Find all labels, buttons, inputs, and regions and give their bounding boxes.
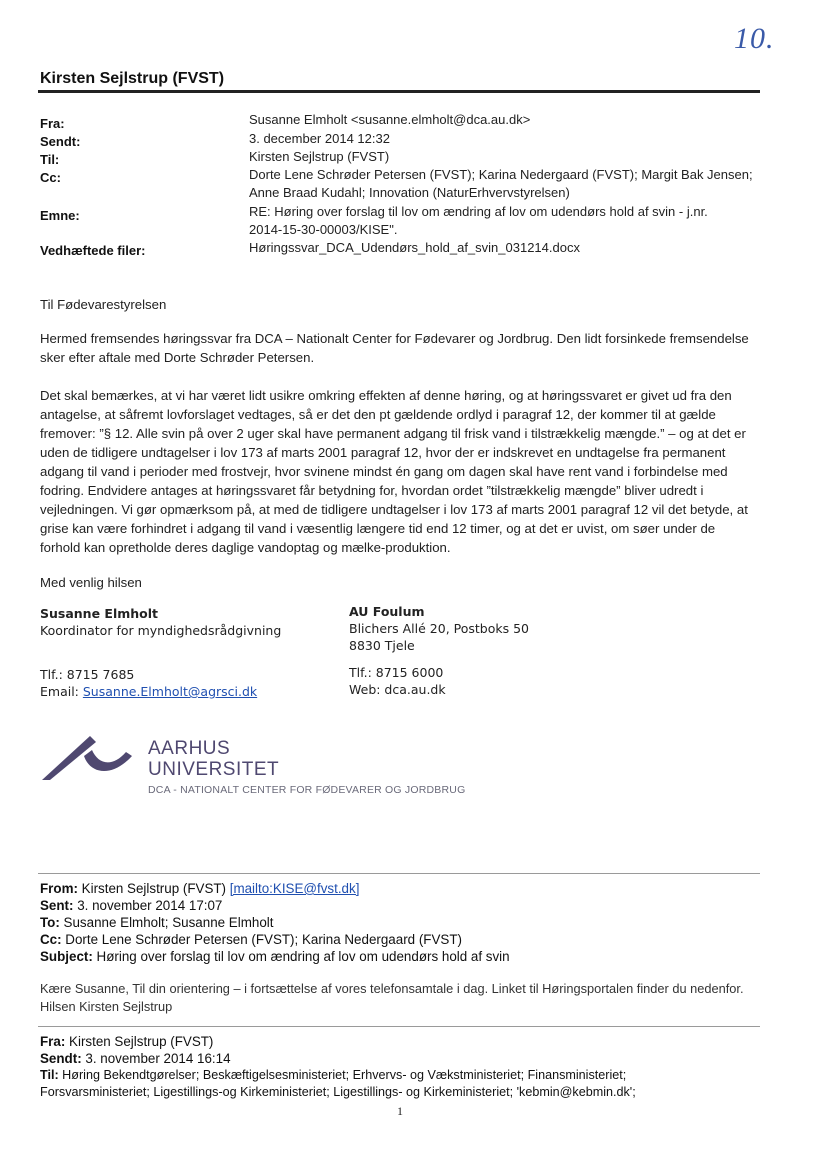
- fwd1-cc-value: Dorte Lene Schrøder Petersen (FVST); Karina Nedergaard (FVST): [61, 932, 462, 947]
- fwd1-body: Kære Susanne, Til din orientering – i fortsættelse af vores telefonsamtale i dag. Linket til Høringsportalen finder du nedenfor. Hilsen Kirsten Sejlstrup: [40, 981, 744, 1014]
- fwd2-from-label: Fra:: [40, 1034, 66, 1049]
- signature-name: Susanne Elmholt: [40, 606, 158, 621]
- subject-label: Emne:: [40, 208, 80, 223]
- closing: Med venlig hilsen: [40, 575, 142, 590]
- aarhus-university-logo-icon: [40, 734, 140, 782]
- attachments-label: Vedhæftede filer:: [40, 243, 146, 258]
- cc-value-line2: Anne Braad Kudahl; Innovation (NaturErhvervstyrelsen): [249, 185, 570, 200]
- fwd1-sent-label: Sent:: [40, 898, 74, 913]
- logo-text-dca: DCA - NATIONALT CENTER FOR FØDEVARER OG JORDBRUG: [148, 784, 466, 796]
- from-value: Susanne Elmholt <susanne.elmholt@dca.au.dk>: [249, 112, 531, 127]
- fwd2-to-value-line2: Forsvarsministeriet; Ligestillings-og Kirkeministeriet; Ligestillings- og Kirkeministeriet; 'kebmin@kebmin.dk';: [40, 1085, 636, 1099]
- fwd1-sent-value: 3. november 2014 17:07: [73, 898, 223, 913]
- fwd2-sent-label: Sendt:: [40, 1051, 82, 1066]
- cc-value-line1: Dorte Lene Schrøder Petersen (FVST); Karina Nedergaard (FVST); Margit Bak Jensen;: [249, 167, 753, 182]
- org-name: AU Foulum: [349, 604, 425, 619]
- signature-phone: Tlf.: 8715 7685: [40, 667, 135, 682]
- from-label: Fra:: [40, 116, 65, 131]
- fwd1-subject-value: Høring over forslag til lov om ændring af lov om udendørs hold af svin: [92, 949, 510, 964]
- org-phone: Tlf.: 8715 6000: [349, 665, 444, 680]
- signature-email-link[interactable]: Susanne.Elmholt@agrsci.dk: [82, 684, 258, 699]
- signature-role: Koordinator for myndighedsrådgivning: [40, 623, 282, 638]
- fwd2-to-label: Til:: [40, 1068, 59, 1082]
- logo-text-aarhus: AARHUS: [148, 738, 231, 759]
- fwd1-cc-row: [40, 931, 462, 948]
- handwritten-page-mark: 10.: [734, 22, 775, 55]
- fwd1-subject-row: [40, 948, 510, 965]
- page-number: 1: [397, 1104, 403, 1118]
- mailbox-owner-name: Kirsten Sejlstrup (FVST): [40, 70, 225, 87]
- fwd1-from-label: From:: [40, 881, 78, 896]
- fwd2-to-row: [40, 1067, 760, 1084]
- fwd2-to-value-line1: Høring Bekendtgørelser; Beskæftigelsesministeriet; Erhvervs- og Vækstministeriet; Finansministeriet;: [58, 1068, 627, 1082]
- attachment-filename[interactable]: Høringssvar_DCA_Udendørs_hold_af_svin_031214.docx: [249, 240, 580, 255]
- body-paragraph-1: Hermed fremsendes høringssvar fra DCA – Nationalt Center for Fødevarer og Jordbrug. Den lidt forsinkede fremsendelse sker efter aftale med Dorte Schrøder Petersen.: [40, 331, 749, 365]
- subject-value-line2: 2014-15-30-00003/KISE".: [249, 222, 398, 237]
- to-value: Kirsten Sejlstrup (FVST): [249, 149, 390, 164]
- fwd1-to-label: To:: [40, 915, 60, 930]
- signature-email-row: [40, 683, 257, 700]
- fwd1-from-value: Kirsten Sejlstrup (FVST): [77, 881, 230, 896]
- forward-divider-2: [38, 1026, 760, 1027]
- sent-value: 3. december 2014 12:32: [249, 131, 390, 146]
- greeting: Til Fødevarestyrelsen: [40, 297, 167, 312]
- org-web: Web: dca.au.dk: [349, 682, 446, 697]
- fwd1-to-value: Susanne Elmholt; Susanne Elmholt: [59, 915, 274, 930]
- sent-label: Sendt:: [40, 134, 81, 149]
- header-divider: [38, 90, 760, 93]
- fwd2-from-value: Kirsten Sejlstrup (FVST): [65, 1034, 214, 1049]
- fwd1-subject-label: Subject:: [40, 949, 93, 964]
- fwd2-sent-row: [40, 1050, 231, 1067]
- forward-divider-1: [38, 873, 760, 874]
- email-label: Email:: [40, 684, 83, 699]
- subject-value-line1: RE: Høring over forslag til lov om ændring af lov om udendørs hold af svin - j.nr.: [249, 204, 708, 219]
- org-address-line1: Blichers Allé 20, Postboks 50: [349, 621, 530, 636]
- fwd1-sent-row: [40, 897, 222, 914]
- logo-text-universitet: UNIVERSITET: [148, 759, 280, 780]
- org-address-line2: 8830 Tjele: [349, 638, 415, 653]
- fwd1-to-row: [40, 914, 273, 931]
- to-label: Til:: [40, 152, 60, 167]
- fwd1-cc-label: Cc:: [40, 932, 62, 947]
- fwd2-sent-value: 3. november 2014 16:14: [81, 1051, 231, 1066]
- body-paragraph-2: Det skal bemærkes, at vi har været lidt usikre omkring effekten af denne høring, og at høringssvaret er givet ud fra den antagelse, at såfremt lovforslaget vedtages, så er det den pt gældende ordlyd i paragraf 12, der kommer til at gælde fremover: ”§ 12. Alle svin på over 2 uger skal have permanent adgang til frisk vand i tilstrækkelig mængde.” – og at det er uden de tidligere undtagelser i lov 173 af marts 2001 paragraf 12, hvor der er indskrevet en undtagelse fra permanent adgang til vand i perioder med frostvejr, hvor svinene mindst én gang om dagen skal have rent vand i forbindelse med fodring. Endvidere antages at høringssvaret får betydning for, hvordan ordet ”tilstrækkelig mængde” bliver udredt i vejledningen. Vi gør opmærksom på, at med de tidligere undtagelser i lov 173 af marts 2001 paragraf 12 vil det betyde, at grise kan være forhindret i adgang til vand i væsentlig længere tid end 12 timer, og at det er uvist, om søer under de forhold kan opretholde deres daglige vandoptag og mælke-produktion.: [40, 388, 748, 555]
- fwd1-from-row: [40, 880, 359, 897]
- cc-label: Cc:: [40, 170, 61, 185]
- fwd1-mailto-link[interactable]: [mailto:KISE@fvst.dk]: [229, 881, 360, 896]
- fwd2-from-row: [40, 1033, 213, 1050]
